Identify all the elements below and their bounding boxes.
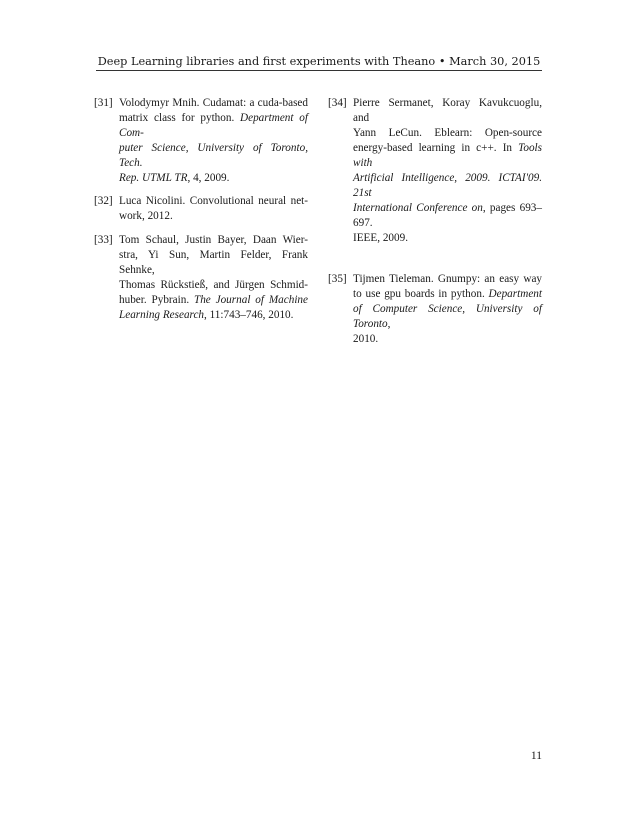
reference-text: Tom Schaul, Justin Bayer, Daan Wier- stra, Yi Sun, Martin Felder, Frank Sehnke, Thomas Rückstieß, and Jürgen Schmid- huber. Pybrain. The Journal of Machine Learning Research, 11:743–746, 2010. xyxy=(119,234,308,321)
references-left-column xyxy=(94,96,308,323)
header-rule xyxy=(96,70,542,71)
page-number: 11 xyxy=(530,750,542,762)
references-right-column xyxy=(328,96,542,347)
reference-text: Volodymyr Mnih. Cudamat: a cuda-based matrix class for python. Department of Com- puter Science, University of Toronto, Tech. Rep. UTML TR, 4, 2009. xyxy=(119,97,308,184)
reference-number: [33] xyxy=(94,234,113,246)
reference-number: [35] xyxy=(328,273,347,285)
reference-text: Pierre Sermanet, Koray Kavukcuoglu, and Yann LeCun. Eblearn: Open-source energy-based learning in c++. In Tools with Artificial Intelligence, 2009. ICTAI'09. 21st International Conference on, pages 693–697. IEEE, 2009. xyxy=(353,97,542,244)
header-bullet: • xyxy=(438,55,446,68)
reference-32 xyxy=(94,194,308,224)
reference-number: [31] xyxy=(94,97,113,109)
reference-31 xyxy=(94,96,308,186)
running-title: Deep Learning libraries and first experiments with Theano xyxy=(97,55,436,68)
reference-number: [32] xyxy=(94,195,113,207)
reference-35 xyxy=(328,272,542,347)
reference-text: Tijmen Tieleman. Gnumpy: an easy way to use gpu boards in python. Department of Computer Science, University of Toronto, 2010. xyxy=(353,273,542,345)
running-header xyxy=(96,55,542,69)
reference-text: Luca Nicolini. Convolutional neural net- work, 2012. xyxy=(119,195,308,222)
header-date: March 30, 2015 xyxy=(449,55,541,68)
reference-34 xyxy=(328,96,542,246)
reference-33 xyxy=(94,233,308,323)
reference-number: [34] xyxy=(328,97,347,109)
